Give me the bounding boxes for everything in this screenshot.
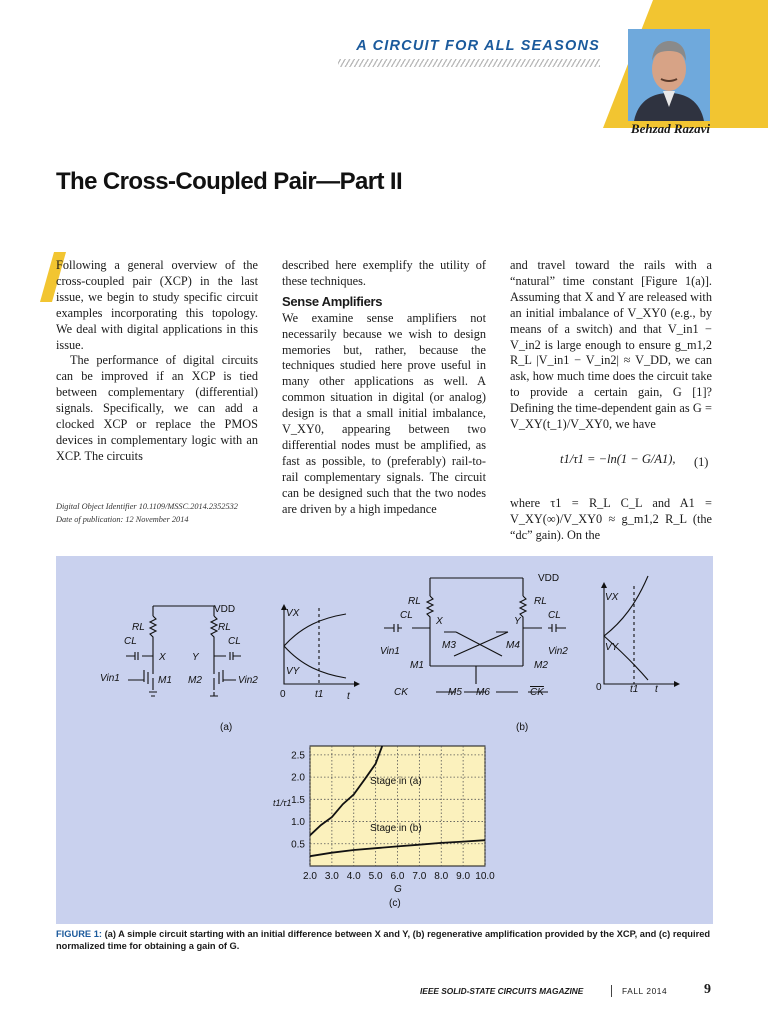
figure-caption-label: FIGURE 1: bbox=[56, 929, 102, 939]
annotation-stage-b: Stage in (b) bbox=[370, 823, 422, 834]
author-photo bbox=[628, 29, 710, 121]
y-tick-label: 2.0 bbox=[291, 772, 305, 784]
column-1 bbox=[56, 258, 258, 465]
y-tick-label: 1.0 bbox=[291, 817, 305, 829]
label-m5: M5 bbox=[448, 687, 462, 698]
author-name: Behzad Razavi bbox=[630, 121, 710, 136]
column-2 bbox=[282, 258, 486, 518]
equation-1 bbox=[560, 452, 676, 467]
section-heading: Sense Amplifiers bbox=[282, 293, 383, 309]
column-title: A CIRCUIT FOR ALL SEASONS bbox=[356, 38, 600, 54]
panel-b-label: (b) bbox=[516, 722, 529, 733]
column-3 bbox=[510, 258, 712, 433]
equation-text: t1/τ1 = −ln(1 − G/A1), bbox=[560, 452, 676, 466]
label-rl-b2: RL bbox=[534, 596, 547, 607]
label-m4: M4 bbox=[506, 640, 520, 651]
x-tick-label: 7.0 bbox=[412, 871, 427, 882]
label-t-b: t bbox=[655, 684, 658, 695]
figure-caption-text: (a) A simple circuit starting with an initial difference between X and Y, (b) regenerative amplification provided by the XCP, and (c) required normalized time for obtaining a gain of G. bbox=[56, 929, 711, 951]
x-tick-label: 4.0 bbox=[346, 871, 361, 882]
doi-note: Digital Object Identifier 10.1109/MSSC.2014.2352532 bbox=[56, 502, 238, 511]
label-t-a: t bbox=[347, 691, 350, 702]
label-cl-b: CL bbox=[400, 610, 413, 621]
label-vx-a: VX bbox=[286, 608, 300, 619]
label-ck: CK bbox=[394, 687, 408, 698]
equation-number: (1) bbox=[694, 455, 709, 469]
page-number: 9 bbox=[704, 982, 711, 997]
paragraph: and travel toward the rails with a “natural” time constant [Figure 1(a)]. Assuming that X and Y are released with an initial imbalance of V_XY0 (e.g., by means of a switch) and that V_in1 − V_in2 is large enough to ensure g_m1,2 R_L |V_in1 − V_in2| ≈ V_DD, we can ask, how much time does the circuit take to provide a certain gain, G [1]? Defining the time-dependent gain as G = V_XY(t_1)/V_XY0, we have bbox=[510, 258, 712, 432]
footer-magazine: IEEE SOLID-STATE CIRCUITS MAGAZINE bbox=[420, 986, 584, 996]
label-vy-a: VY bbox=[286, 666, 300, 677]
x-tick-label: 5.0 bbox=[368, 871, 383, 882]
panel-c-label: (c) bbox=[389, 898, 401, 909]
label-vin1-a: Vin1 bbox=[100, 673, 120, 684]
publication-date: Date of publication: 12 November 2014 bbox=[56, 515, 189, 524]
label-vdd-b: VDD bbox=[538, 573, 560, 584]
y-tick-label: 2.5 bbox=[291, 750, 305, 762]
label-vin1-b: Vin1 bbox=[380, 646, 400, 657]
x-tick-label: 10.0 bbox=[475, 871, 495, 882]
footer-issue: FALL 2014 bbox=[622, 986, 668, 996]
label-ckbar: CK bbox=[530, 687, 544, 698]
y-tick-label: 1.5 bbox=[291, 794, 305, 806]
label-cl-a: CL bbox=[124, 636, 137, 647]
footer-divider bbox=[611, 985, 612, 997]
label-x-a: X bbox=[159, 652, 166, 663]
label-m1-a: M1 bbox=[158, 675, 172, 686]
label-vx-b: VX bbox=[605, 592, 619, 603]
label-m2-b: M2 bbox=[534, 660, 548, 671]
annotation-stage-a: Stage in (a) bbox=[370, 776, 422, 787]
panel-a-label: (a) bbox=[220, 722, 233, 733]
label-m2-a: M2 bbox=[188, 675, 202, 686]
header-hatch-band bbox=[338, 59, 600, 67]
label-vin2-a: Vin2 bbox=[238, 675, 258, 686]
x-tick-label: 3.0 bbox=[324, 871, 339, 882]
chart-xlabel: G bbox=[394, 884, 402, 895]
label-y-b: Y bbox=[514, 616, 521, 627]
label-vin2-b: Vin2 bbox=[548, 646, 568, 657]
figure-panel bbox=[56, 556, 713, 924]
label-vy-b: VY bbox=[605, 642, 619, 653]
x-tick-label: 6.0 bbox=[390, 871, 405, 882]
article-title: The Cross-Coupled Pair—Part II bbox=[56, 168, 403, 195]
label-rl-a2: RL bbox=[218, 622, 231, 633]
label-vdd-a: VDD bbox=[214, 604, 236, 615]
label-zero-b: 0 bbox=[596, 682, 602, 693]
label-m1-b: M1 bbox=[410, 660, 424, 671]
label-m3: M3 bbox=[442, 640, 456, 651]
label-t1-b: t1 bbox=[630, 684, 639, 695]
label-y-a: Y bbox=[192, 652, 199, 663]
paragraph: described here exemplify the utility of these techniques. bbox=[282, 258, 486, 288]
chart-ylabel: t1/τ1 bbox=[273, 798, 292, 808]
label-cl-a2: CL bbox=[228, 636, 241, 647]
label-t1-a: t1 bbox=[315, 689, 324, 700]
chart-panel-c bbox=[56, 556, 713, 924]
x-tick-label: 2.0 bbox=[303, 871, 317, 882]
x-tick-label: 9.0 bbox=[456, 871, 471, 882]
paragraph: where τ1 = R_L C_L and A1 = V_XY(∞)/V_XY0 ≈ g_m1,2 R_L (the “dc” gain). On the bbox=[510, 496, 712, 542]
label-cl-b2: CL bbox=[548, 610, 561, 621]
label-zero-a: 0 bbox=[280, 689, 286, 700]
column-3-tail bbox=[510, 496, 712, 544]
figure-caption bbox=[56, 928, 713, 952]
label-m6: M6 bbox=[476, 687, 490, 698]
label-x-b: X bbox=[436, 616, 443, 627]
label-rl-a: RL bbox=[132, 622, 145, 633]
label-rl-b: RL bbox=[408, 596, 421, 607]
x-tick-label: 8.0 bbox=[434, 871, 449, 882]
paragraph: We examine sense amplifiers not necessarily because we wish to design memories but, rather, because the techniques studied here prove useful in many other applications as well. A common situation in digital (or analog) design is that a small initial imbalance, V_XY0, appearing between two differential nodes must be amplified, as fast as possible, to (preferably) rail-to-rail complementary signals. The circuit can be designed such that the two nodes are driven by a high impedance bbox=[282, 310, 486, 516]
y-tick-label: 0.5 bbox=[291, 839, 305, 851]
intro-paragraph: Following a general overview of the cross-coupled pair (XCP) in the last issue, we begin to study specific circuit examples incorporating this topology. We deal with digital applications in this issue. bbox=[56, 258, 258, 352]
paragraph: The performance of digital circuits can be improved if an XCP is tied between complementary (differential) signals. Specifically, we can add a clocked XCP or replace the PMOS devices in complementary logic with an XCP. The circuits bbox=[56, 353, 258, 463]
